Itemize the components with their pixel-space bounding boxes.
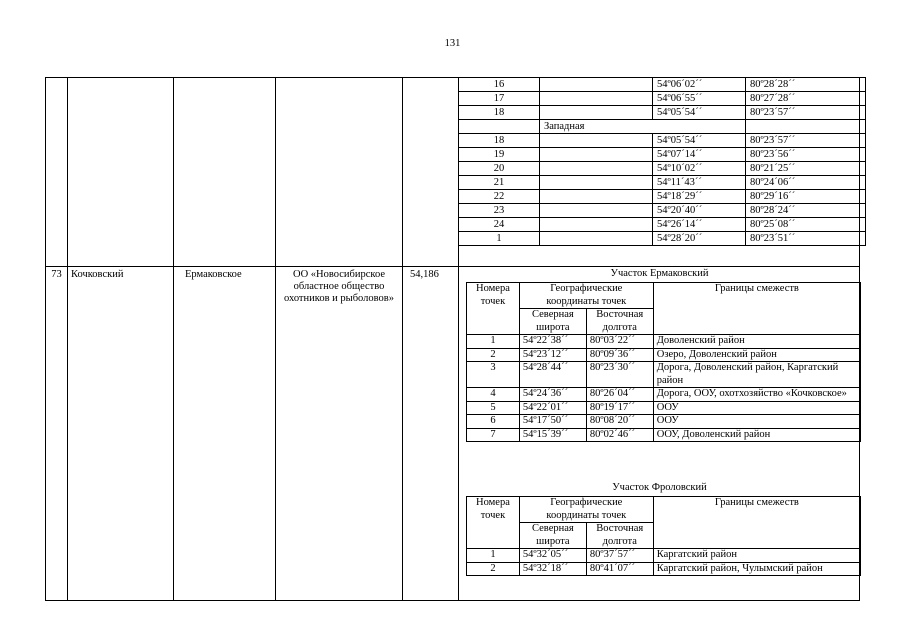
table-row <box>459 106 866 120</box>
col-divider <box>67 78 68 600</box>
table-row <box>467 428 861 442</box>
col-divider <box>173 78 174 600</box>
table-row <box>459 148 866 162</box>
table-row <box>467 335 861 349</box>
latitude: 54º15´39´´ <box>519 428 586 442</box>
longitude: 80º41´07´´ <box>586 562 653 576</box>
latitude: 54º10´02´´ <box>653 162 746 176</box>
longitude: 80º23´57´´ <box>746 106 866 120</box>
longitude: 80º24´06´´ <box>746 176 866 190</box>
section2-table <box>466 496 861 576</box>
point-number: 2 <box>467 348 520 362</box>
table-row <box>459 190 866 204</box>
section1-title: Участок Ермаковский <box>610 268 709 279</box>
point-number: 17 <box>459 92 540 106</box>
empty-cell <box>540 218 653 232</box>
record-district: Кочковский <box>71 269 124 280</box>
table-row <box>467 562 861 576</box>
col-divider <box>402 78 403 600</box>
col-divider <box>275 78 276 600</box>
record-user: ОО «Новосибирское областное общество охотников и рыболовов» <box>283 269 394 304</box>
latitude: 54º06´55´´ <box>653 92 746 106</box>
latitude: 54º06´02´´ <box>653 78 746 92</box>
latitude: 54º20´40´´ <box>653 204 746 218</box>
border-description: Дорога, ООУ, охотхозяйство «Кочковское» <box>653 388 860 402</box>
table-row <box>467 401 861 415</box>
longitude: 80º27´28´´ <box>746 92 866 106</box>
border-description: Дорога, Доволенский район, Каргатский район <box>653 362 860 388</box>
point-number: 1 <box>467 549 520 563</box>
section1-table <box>466 282 861 442</box>
empty-cell <box>540 162 653 176</box>
latitude: 54º24´36´´ <box>519 388 586 402</box>
latitude: 54º17´50´´ <box>519 415 586 429</box>
point-number: 5 <box>467 401 520 415</box>
table-row <box>467 415 861 429</box>
table-row <box>467 348 861 362</box>
border-description: Каргатский район <box>653 549 860 563</box>
border-description: Озеро, Доволенский район <box>653 348 860 362</box>
empty-cell <box>540 204 653 218</box>
point-number: 2 <box>467 562 520 576</box>
empty-cell <box>540 134 653 148</box>
latitude: 54º22´01´´ <box>519 401 586 415</box>
longitude: 80º37´57´´ <box>586 549 653 563</box>
point-number: 20 <box>459 162 540 176</box>
table-row <box>459 78 866 92</box>
record-index: 73 <box>51 269 62 280</box>
section2-title: Участок Фроловский <box>612 482 707 493</box>
longitude: 80º08´20´´ <box>586 415 653 429</box>
table-row <box>467 362 861 388</box>
latitude: 54º32´05´´ <box>519 549 586 563</box>
border-description: Доволенский район <box>653 335 860 349</box>
header-lon: Восточная долгота <box>586 523 653 549</box>
longitude: 80º25´08´´ <box>746 218 866 232</box>
empty-cell <box>540 106 653 120</box>
latitude: 54º22´38´´ <box>519 335 586 349</box>
table-row <box>467 388 861 402</box>
border-description: Каргатский район, Чулымский район <box>653 562 860 576</box>
longitude: 80º28´24´´ <box>746 204 866 218</box>
record-size: 54,186 <box>410 269 439 280</box>
header-geo: Географические координаты точек <box>519 497 653 523</box>
point-number: 16 <box>459 78 540 92</box>
table-row <box>459 232 866 246</box>
table-row <box>459 218 866 232</box>
header-points: Номера точек <box>467 283 520 335</box>
border-description: ООУ, Доволенский район <box>653 428 860 442</box>
point-number: 24 <box>459 218 540 232</box>
longitude: 80º02´46´´ <box>586 428 653 442</box>
west-header-row <box>459 120 866 134</box>
point-number: 7 <box>467 428 520 442</box>
empty-cell <box>540 148 653 162</box>
top-points-table <box>458 77 866 246</box>
longitude: 80º19´17´´ <box>586 401 653 415</box>
point-number: 18 <box>459 134 540 148</box>
latitude: 54º26´14´´ <box>653 218 746 232</box>
point-number: 22 <box>459 190 540 204</box>
point-number: 21 <box>459 176 540 190</box>
west-label: Западная <box>540 120 746 134</box>
point-number: 23 <box>459 204 540 218</box>
empty-cell <box>540 92 653 106</box>
empty-cell <box>540 78 653 92</box>
point-number: 3 <box>467 362 520 388</box>
border-description: ООУ <box>653 415 860 429</box>
longitude: 80º26´04´´ <box>586 388 653 402</box>
page-number: 131 <box>444 38 461 49</box>
longitude: 80º23´56´´ <box>746 148 866 162</box>
table-row <box>459 176 866 190</box>
latitude: 54º05´54´´ <box>653 106 746 120</box>
point-number: 1 <box>467 335 520 349</box>
header-border: Границы смежеств <box>653 283 860 335</box>
longitude: 80º09´36´´ <box>586 348 653 362</box>
empty-cell <box>540 232 653 246</box>
table-row <box>459 162 866 176</box>
point-number: 4 <box>467 388 520 402</box>
header-points: Номера точек <box>467 497 520 549</box>
header-border: Границы смежеств <box>653 497 860 549</box>
table-row <box>459 134 866 148</box>
header-lat: Северная широта <box>519 309 586 335</box>
latitude: 54º23´12´´ <box>519 348 586 362</box>
longitude: 80º28´28´´ <box>746 78 866 92</box>
header-lon: Восточная долгота <box>586 309 653 335</box>
point-number: 6 <box>467 415 520 429</box>
empty-cell <box>540 190 653 204</box>
point-number: 19 <box>459 148 540 162</box>
latitude: 54º32´18´´ <box>519 562 586 576</box>
table-row <box>467 549 861 563</box>
longitude: 80º23´51´´ <box>746 232 866 246</box>
latitude: 54º07´14´´ <box>653 148 746 162</box>
latitude: 54º28´44´´ <box>519 362 586 388</box>
longitude: 80º29´16´´ <box>746 190 866 204</box>
latitude: 54º28´20´´ <box>653 232 746 246</box>
longitude: 80º03´22´´ <box>586 335 653 349</box>
table-row <box>459 92 866 106</box>
longitude: 80º23´30´´ <box>586 362 653 388</box>
border-description: ООУ <box>653 401 860 415</box>
empty-cell <box>540 176 653 190</box>
longitude: 80º23´57´´ <box>746 134 866 148</box>
header-lat: Северная широта <box>519 523 586 549</box>
record-area: Ермаковское <box>185 269 242 280</box>
point-number: 18 <box>459 106 540 120</box>
latitude: 54º18´29´´ <box>653 190 746 204</box>
header-geo: Географические координаты точек <box>519 283 653 309</box>
latitude: 54º05´54´´ <box>653 134 746 148</box>
main-table <box>45 77 860 601</box>
table-row <box>459 204 866 218</box>
longitude: 80º21´25´´ <box>746 162 866 176</box>
latitude: 54º11´43´´ <box>653 176 746 190</box>
point-number: 1 <box>459 232 540 246</box>
